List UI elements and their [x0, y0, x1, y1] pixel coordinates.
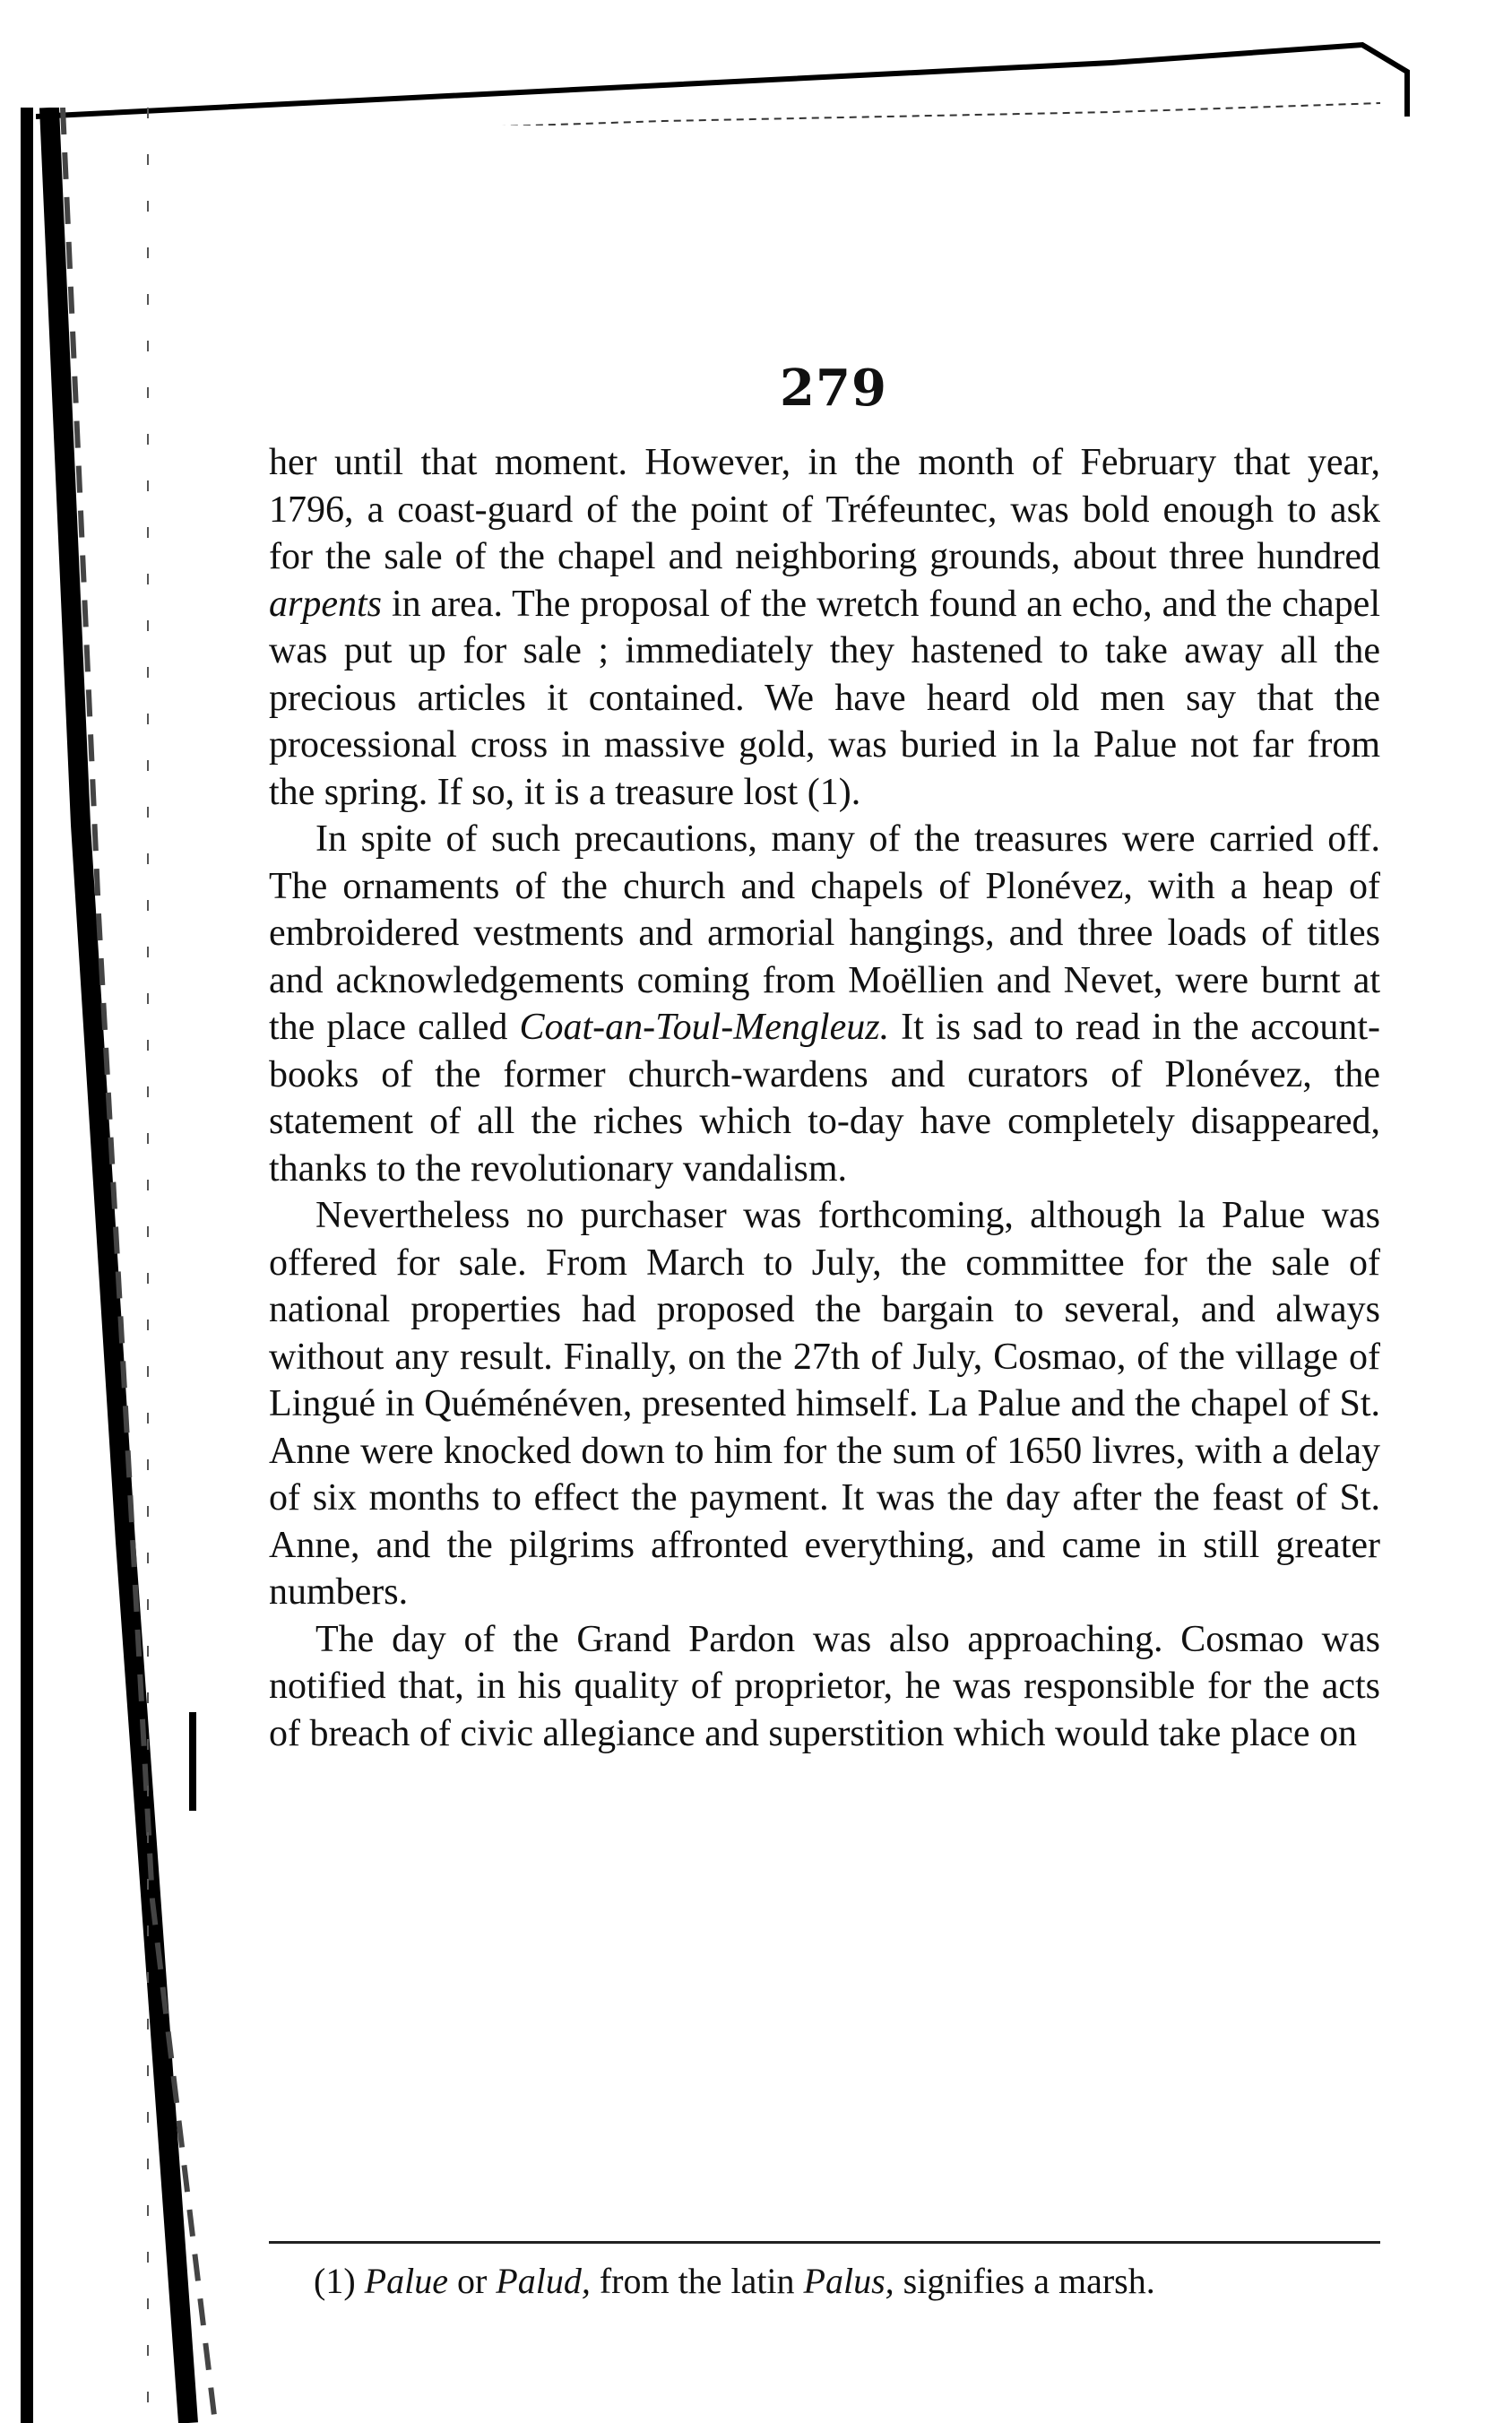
footnote-segment: signifies a marsh. — [894, 2261, 1155, 2301]
footnote — [314, 2259, 1389, 2304]
paragraph-segment: her until that moment. However, in the month of February that year, 1796, a coast-guard of the point of Tréfeuntec, was bold enough to ask for the sale of the chapel and neighboring grounds, about three hundred — [269, 442, 1380, 577]
page-number: 279 — [780, 359, 887, 418]
paragraph — [269, 439, 1380, 816]
footnote-rule — [269, 2241, 1380, 2244]
paragraph-segment: Coat-an-Toul-Mengleuz. — [519, 1007, 890, 1048]
footnote-segment: Palue — [364, 2261, 448, 2301]
paragraph-segment: In spite of such precautions, many of the treasures were carried off. The ornaments of the church and chapels of Plonévez, with a heap of embroidered vestments and armorial hangings, and three loads of titles and acknowledgements coming from Moëllien and Nevet, were burnt at the place called — [269, 818, 1380, 1048]
footnote-segment: or — [447, 2261, 497, 2301]
footnote-segment: Palus, — [803, 2261, 894, 2301]
paragraph — [269, 816, 1380, 1192]
paragraph — [269, 1616, 1380, 1758]
paragraph-segment: It is sad to read in the account-books of the former church-wardens and curators of Plonévez, the statement of all the riches which to-day have completely disappeared, thanks to the revolutionary vandalism. — [269, 1007, 1381, 1190]
paragraph-segment: Nevertheless no purchaser was forthcoming, although la Palue was offered for sale. From March to July, the committee for the sale of national properties had proposed the bargain to several, and always without any result. Finally, on the 27th of July, Cosmao, of the village of Lingué in Quéménéven, presented himself. La Palue and the chapel of St. Anne were knocked down to him for the sum of 1650 livres, with a delay of six months to effect the payment. It was the day after the feast of St. Anne, and the pilgrims affronted everything, and came in still greater numbers. — [269, 1195, 1380, 1613]
footnote-segment: Palud, — [496, 2261, 591, 2301]
page-edge-left — [0, 108, 260, 2423]
footnote-segment: from the latin — [590, 2261, 804, 2301]
footnote-marker: (1) — [314, 2261, 356, 2301]
paragraph — [269, 1192, 1380, 1616]
paragraph-segment: in area. The proposal of the wretch found an echo, and the chapel was put up for sale ; immediately they hastened to take away all the precious articles it contained. We have heard old men say that the processional cross in massive gold, was buried in la Palue not far from the spring. If so, it is a treasure lost (1). — [269, 583, 1380, 813]
paragraph-segment: The day of the Grand Pardon was also approaching. Cosmao was notified that, in his quality of proprietor, he was responsible for the acts of breach of civic allegiance and superstition which would take place on — [269, 1618, 1380, 1754]
paragraph-segment: arpents — [269, 583, 382, 625]
footnote-text — [365, 2261, 1155, 2301]
body-text — [269, 439, 1380, 1757]
